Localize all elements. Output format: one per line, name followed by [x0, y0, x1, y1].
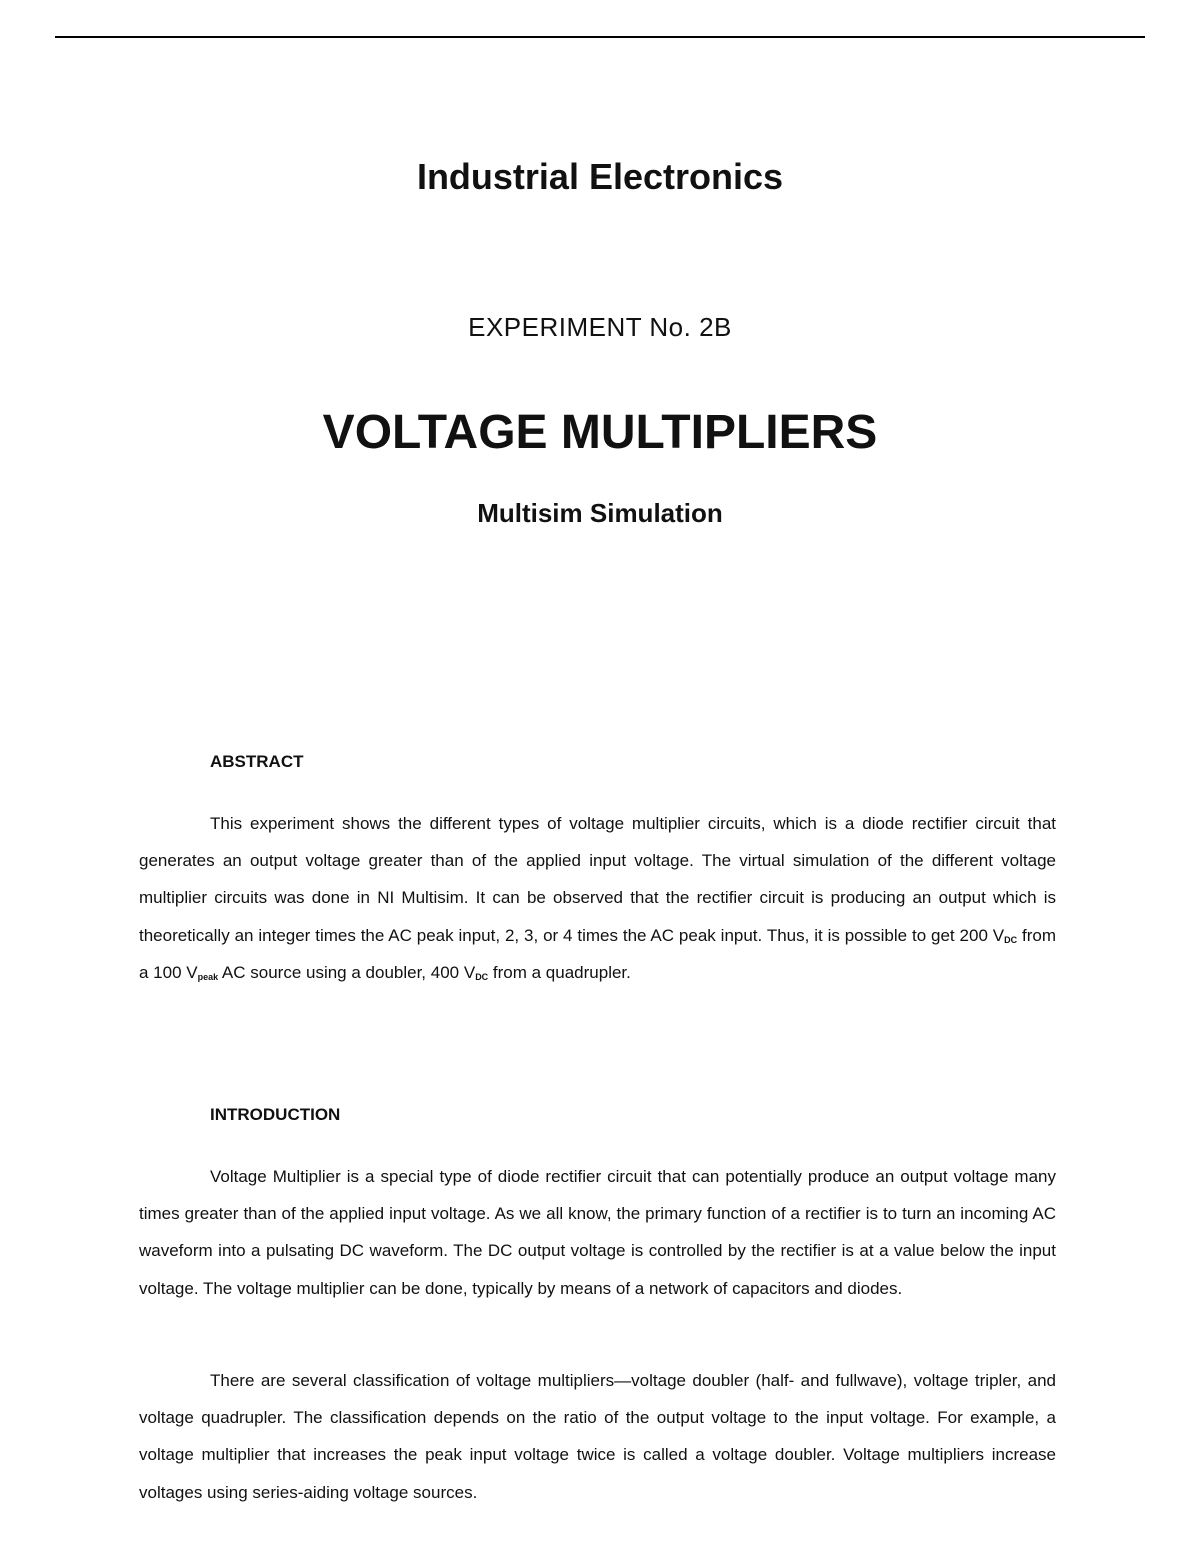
abstract-text-a: This experiment shows the different types of voltage multiplier circuits, which is a diode rectifier circuit that generates an output voltage greater than of the applied input voltage. The virtual simulation of the different voltage multiplier circuits was done in NI Multisim. It can be observed that the rectifier circuit is producing an output which is theoretically an integer times the AC peak input, 2, 3, or 4 times the AC peak input. Thus, it is possible to get 200 V	[139, 814, 1056, 945]
introduction-paragraph-2: There are several classification of voltage multipliers—voltage doubler (half- and fullwave), voltage tripler, and voltage quadrupler. The classification depends on the ratio of the output voltage to the input voltage. For example, a voltage multiplier that increases the peak input voltage twice is called a voltage doubler. Voltage multipliers increase voltages using series-aiding voltage sources.	[139, 1371, 1056, 1502]
experiment-number: EXPERIMENT No. 2B	[468, 312, 732, 342]
abstract-text-d: from a quadrupler.	[488, 962, 631, 982]
course-title: Industrial Electronics	[416, 156, 784, 197]
abstract-heading: ABSTRACT	[210, 752, 304, 771]
introduction-paragraph-1: Voltage Multiplier is a special type of diode rectifier circuit that can potentially produce an output voltage many times greater than of the applied input voltage. As we all know, the primary function of a rectifier is to turn an incoming AC waveform into a pulsating DC waveform. The DC output voltage is controlled by the rectifier is at a value below the input voltage. The voltage multiplier can be done, typically by means of a network of capacitors and diodes.	[139, 1167, 1056, 1298]
subscript-peak: peak	[197, 971, 219, 982]
header-rule	[55, 36, 1145, 38]
abstract-paragraph	[139, 805, 1056, 991]
main-title: VOLTAGE MULTIPLIERS	[322, 406, 878, 459]
introduction-heading: INTRODUCTION	[210, 1105, 341, 1124]
abstract-text-b: from a 100 V	[139, 925, 1056, 982]
subscript-dc-2: DC	[475, 971, 489, 982]
subtitle: Multisim Simulation	[477, 498, 723, 528]
subscript-dc: DC	[1004, 934, 1018, 945]
abstract-text-c: AC source using a doubler, 400 V	[218, 962, 476, 982]
